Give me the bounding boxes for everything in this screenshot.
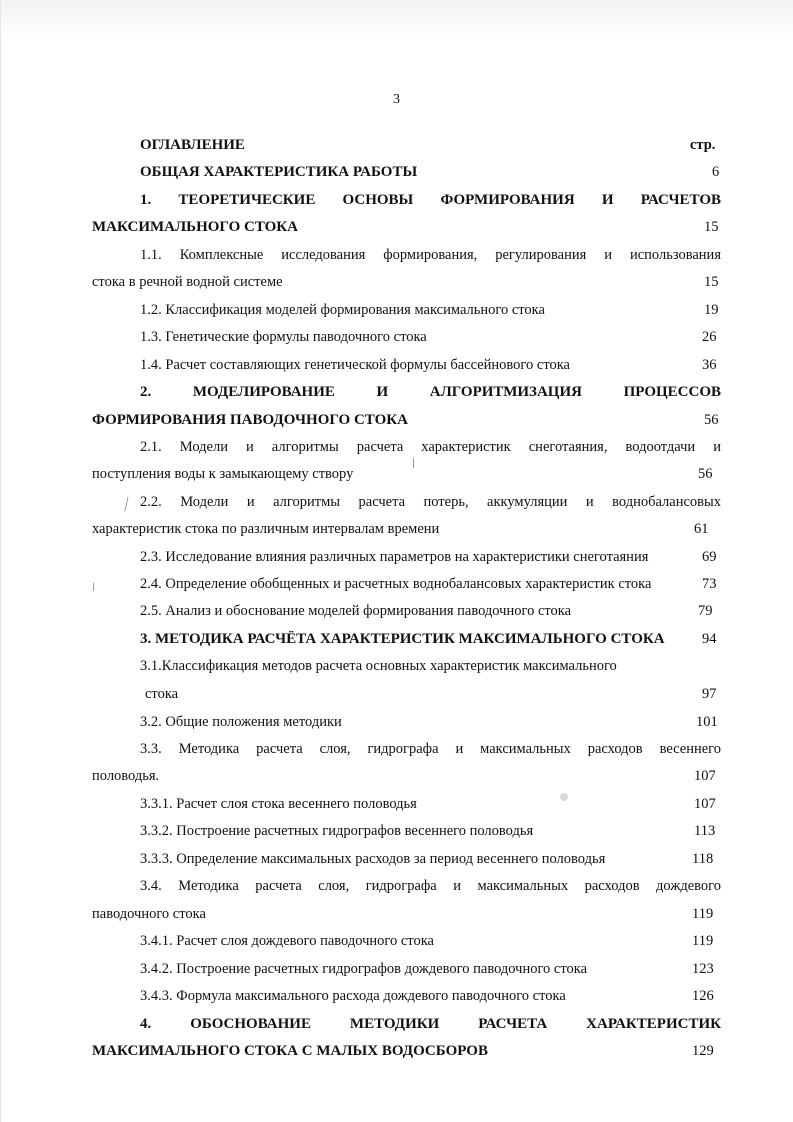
toc-section-3-3-3[interactable]: 3.3.3. Определение максимальных расходов за период весеннего половодья: [140, 851, 606, 867]
toc-section-2-3[interactable]: 2.3. Исследование влияния различных параметров на характеристики снеготаяния: [140, 549, 649, 565]
page-column-label: стр.: [690, 137, 716, 153]
toc-entry-page: 61: [694, 521, 709, 537]
toc-section-3-2[interactable]: 3.2. Общие положения методики: [140, 714, 342, 730]
toc-entry-page: 107: [694, 796, 716, 812]
toc-entry-page: 123: [692, 961, 714, 977]
scan-speck: [413, 458, 414, 468]
toc-entry-page: 69: [702, 549, 717, 565]
scan-speck: [93, 583, 94, 591]
toc-section-2-5[interactable]: 2.5. Анализ и обоснование моделей формирования паводочного стока: [140, 603, 572, 619]
page-number: 3: [393, 92, 400, 107]
toc-entry-page: 79: [698, 603, 713, 619]
toc-section-3-4-3[interactable]: 3.4.3. Формула максимального расхода дождевого паводочного стока: [140, 988, 566, 1004]
toc-entry-page: 36: [702, 357, 717, 373]
toc-chapter-4-line1[interactable]: 4. ОБОСНОВАНИЕ МЕТОДИКИ РАСЧЕТА ХАРАКТЕРИСТИК: [140, 1016, 721, 1032]
toc-entry-page: 119: [692, 933, 714, 949]
toc-section-2-1-line2[interactable]: поступления воды к замыкающему створу: [92, 466, 354, 482]
toc-entry-page: 94: [702, 631, 717, 647]
toc-chapter-2-line2[interactable]: ФОРМИРОВАНИЯ ПАВОДОЧНОГО СТОКА: [92, 412, 408, 428]
toc-section-1-1-line1[interactable]: 1.1. Комплексные исследования формирования, регулирования и использования: [140, 247, 721, 263]
toc-section-2-4[interactable]: 2.4. Определение обобщенных и расчетных воднобалансовых характеристик стока: [140, 576, 652, 592]
toc-chapter-3[interactable]: 3. МЕТОДИКА РАСЧЁТА ХАРАКТЕРИСТИК МАКСИМАЛЬНОГО СТОКА: [140, 631, 665, 647]
toc-section-3-3-line2[interactable]: половодья.: [92, 768, 160, 784]
toc-entry-page: 118: [692, 851, 714, 867]
toc-section-3-4-1[interactable]: 3.4.1. Расчет слоя дождевого паводочного стока: [140, 933, 434, 949]
toc-title: ОГЛАВЛЕНИЕ: [140, 137, 245, 153]
toc-entry-general[interactable]: ОБЩАЯ ХАРАКТЕРИСТИКА РАБОТЫ: [140, 164, 418, 180]
toc-section-3-4-2[interactable]: 3.4.2. Построение расчетных гидрографов дождевого паводочного стока: [140, 961, 588, 977]
toc-entry-page: 26: [702, 329, 717, 345]
toc-chapter-1-line1[interactable]: 1. ТЕОРЕТИЧЕСКИЕ ОСНОВЫ ФОРМИРОВАНИЯ И РАСЧЕТОВ: [140, 192, 721, 208]
toc-entry-page: 15: [704, 219, 719, 235]
toc-entry-page: 107: [694, 768, 716, 784]
toc-entry-page: 6: [712, 164, 720, 180]
toc-chapter-4-line2[interactable]: МАКСИМАЛЬНОГО СТОКА С МАЛЫХ ВОДОСБОРОВ: [92, 1043, 488, 1059]
toc-section-2-2-line1[interactable]: 2.2. Модели и алгоритмы расчета потерь, аккумуляции и воднобалансовых: [140, 494, 721, 510]
toc-entry-page: 101: [696, 714, 718, 730]
toc-section-3-1-line2[interactable]: стока: [145, 686, 179, 702]
toc-section-1-1-line2[interactable]: стока в речной водной системе: [92, 274, 283, 290]
toc-entry-page: 113: [694, 823, 716, 839]
toc-section-2-1-line1[interactable]: 2.1. Модели и алгоритмы расчета характеристик снеготаяния, водоотдачи и: [140, 439, 721, 455]
toc-section-3-3-line1[interactable]: 3.3. Методика расчета слоя, гидрографа и максимальных расходов весеннего: [140, 741, 721, 757]
toc-section-3-4-line1[interactable]: 3.4. Методика расчета слоя, гидрографа и максимальных расходов дождевого: [140, 878, 721, 894]
toc-section-3-3-1[interactable]: 3.3.1. Расчет слоя стока весеннего половодья: [140, 796, 417, 812]
toc-entry-page: 126: [692, 988, 714, 1004]
toc-section-3-1-line1[interactable]: 3.1.Классификация методов расчета основных характеристик максимального: [140, 658, 617, 674]
toc-entry-page: 97: [702, 686, 717, 702]
scan-speck: [560, 793, 568, 801]
toc-entry-page: 73: [702, 576, 717, 592]
toc-entry-page: 56: [704, 412, 719, 428]
toc-section-1-4[interactable]: 1.4. Расчет составляющих генетической формулы бассейнового стока: [140, 357, 570, 373]
toc-entry-page: 119: [692, 906, 714, 922]
toc-chapter-2-line1[interactable]: 2. МОДЕЛИРОВАНИЕ И АЛГОРИТМИЗАЦИЯ ПРОЦЕССОВ: [140, 384, 721, 400]
toc-entry-page: 56: [698, 466, 713, 482]
toc-section-1-3[interactable]: 1.3. Генетические формулы паводочного стока: [140, 329, 427, 345]
toc-section-2-2-line2[interactable]: характеристик стока по различным интервалам времени: [92, 521, 440, 537]
toc-entry-page: 19: [704, 302, 719, 318]
toc-entry-page: 129: [692, 1043, 714, 1059]
toc-chapter-1-line2[interactable]: МАКСИМАЛЬНОГО СТОКА: [92, 219, 299, 235]
toc-section-1-2[interactable]: 1.2. Классификация моделей формирования максимального стока: [140, 302, 545, 318]
toc-section-3-3-2[interactable]: 3.3.2. Построение расчетных гидрографов весеннего половодья: [140, 823, 534, 839]
toc-section-3-4-line2[interactable]: паводочного стока: [92, 906, 206, 922]
toc-entry-page: 15: [704, 274, 719, 290]
